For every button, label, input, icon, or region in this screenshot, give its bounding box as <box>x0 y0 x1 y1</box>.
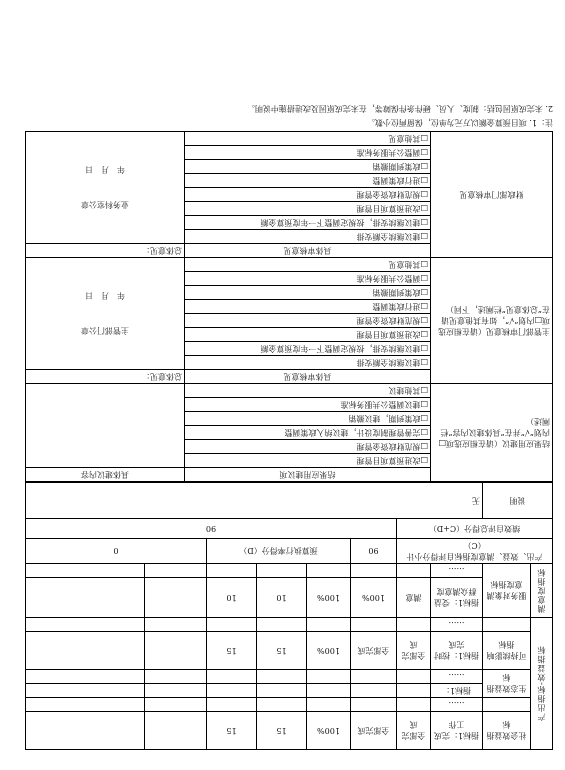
dept-review-item: □调整公共服务标准 <box>185 272 431 286</box>
review-table <box>25 131 553 482</box>
indicator-table <box>25 482 553 750</box>
subtotal-label: 产出、效益、满意度指标自评得分小计（C） <box>397 539 553 564</box>
category-cell: 社会效益指标 <box>483 712 531 750</box>
ellipsis-cell: …… <box>431 698 483 712</box>
score-cell: 15 <box>207 712 257 750</box>
indicator-row <box>26 632 553 670</box>
dept-review-item: □政策到期撤销 <box>185 286 431 300</box>
category-cell: 服务对象满意度指标 <box>483 564 531 618</box>
finance-review-item: □建议继续安排，按规定调整下一年度预算金额 <box>185 216 431 230</box>
total-row <box>26 519 553 539</box>
rate-cell: 100% <box>307 578 351 618</box>
target-cell: 全部完成 <box>397 712 431 750</box>
ellipsis-row <box>26 698 553 712</box>
dept-review-item: □建议继续全额安排 <box>185 356 431 370</box>
dept-date: 年 月 日 <box>85 291 125 301</box>
suggestion-item: □改进预算项目管理 <box>185 454 431 468</box>
weight-cell: 15 <box>257 712 307 750</box>
dept-seal: 主管部门公章 <box>81 326 129 336</box>
dept-overall-label: 总体意见： <box>26 370 185 384</box>
finance-review-header: 具体审核意见 <box>185 244 431 258</box>
explanation-label: 说明 <box>483 483 553 519</box>
suggestion-item: □规范财政资金管理 <box>185 440 431 454</box>
metric-cell: 指标1：受益群众满意度 <box>431 578 483 618</box>
evaluation-form <box>26 101 553 750</box>
metric-cell: 指标1：按时完成 <box>431 632 483 670</box>
ellipsis-cell: …… <box>431 618 483 632</box>
rate-cell: 100% <box>307 632 351 670</box>
rate-cell: 100% <box>307 712 351 750</box>
explanation-value: 无 <box>26 483 483 519</box>
finance-review-item: □其他意见 <box>185 132 431 146</box>
ellipsis-row <box>26 564 553 578</box>
category-cell: 可持续影响指标 <box>483 632 531 670</box>
dept-review-item: □其他意见 <box>185 258 431 272</box>
target-cell: 满意 <box>397 578 431 618</box>
actual-cell: 100% <box>351 578 397 618</box>
suggestion-item: □政策到期，建议撤销 <box>185 412 431 426</box>
subtotal-value: 90 <box>351 539 397 564</box>
dept-review-item: □改进预算项目管理 <box>185 328 431 342</box>
finance-seal-area <box>26 132 185 244</box>
metric-cell: 指标1：完成工作 <box>431 712 483 750</box>
finance-review-item: □改进预算项目管理 <box>185 202 431 216</box>
suggestion-items-header: 结果应用建议项 <box>185 468 431 482</box>
finance-overall-label: 总体意见： <box>26 244 185 258</box>
finance-seal: 业务科室公章 <box>81 200 129 210</box>
suggestion-content-header: 具体建议内容 <box>26 468 185 482</box>
dept-review-item: □进行政策调整 <box>185 300 431 314</box>
ellipsis-cell: …… <box>431 670 483 684</box>
finance-review-item: □建议继续全额安排 <box>185 230 431 244</box>
total-label: 绩效自评总得分（C+D） <box>397 519 553 539</box>
score-cell: 10 <box>207 578 257 618</box>
suggestion-item: □完善管理制度设计，建议纳入政策调整 <box>185 426 431 440</box>
target-cell: 全部完成 <box>397 632 431 670</box>
indicator-row <box>26 684 553 698</box>
dept-seal-area <box>26 258 185 370</box>
dept-review-header: 具体审核意见 <box>185 370 431 384</box>
budget-score-value: 0 <box>26 539 207 564</box>
footnotes <box>26 101 553 129</box>
finance-date: 年 月 日 <box>85 165 125 175</box>
category-cell: 生态效益指标 <box>483 670 531 698</box>
dept-review-item: □规范财政资金管理 <box>185 314 431 328</box>
ellipsis-cell: …… <box>431 564 483 578</box>
score-cell: 15 <box>207 632 257 670</box>
finance-review-item: □进行政策调整 <box>185 174 431 188</box>
ellipsis-row <box>26 618 553 632</box>
metric-cell: 指标1： <box>431 684 483 698</box>
footnote-2: 2. 未完成原因包括：制度、人员、硬件条件保障等，在未完成原因及改进措施中说明。 <box>246 104 553 113</box>
explanation-row <box>26 483 553 519</box>
group-label: 满意度指标 <box>531 564 553 618</box>
suggestion-item: □其他建议 <box>185 384 431 398</box>
indicator-row <box>26 712 553 750</box>
weight-cell: 15 <box>257 632 307 670</box>
suggestion-item: □建议调整公共服务标准 <box>185 398 431 412</box>
suggestion-label: 结果应用建议（请在相应选项□内划“√”并在“具体建议内容”栏阐述） <box>431 384 553 482</box>
group-label: 产出指标-效益指标 <box>531 618 553 750</box>
weight-cell: 10 <box>257 578 307 618</box>
suggestion-content <box>26 384 185 468</box>
finance-review-label: 财政部门审核意见 <box>431 132 553 258</box>
indicator-row <box>26 578 553 618</box>
budget-score-label: 预算执行率得分（D） <box>207 539 351 564</box>
finance-review-item: □规范财政资金管理 <box>185 188 431 202</box>
ellipsis-row <box>26 670 553 684</box>
finance-review-item: □政策到期撤销 <box>185 160 431 174</box>
finance-review-item: □调整公共服务标准 <box>185 146 431 160</box>
dept-review-item: □建议继续安排，按规定调整下一年度预算金额 <box>185 342 431 356</box>
total-value: 90 <box>26 519 397 539</box>
footnote-1: 注：1. 项目预算金额以万元为单位，保留两位小数。 <box>366 118 553 127</box>
actual-cell: 全部完成 <box>351 632 397 670</box>
actual-cell: 全部完成 <box>351 712 397 750</box>
dept-review-label: 主管部门审核意见（请在相应选项□内划“√”，如有其他意见请在“总体意见”栏阐述，下同） <box>431 258 553 384</box>
subtotal-row <box>26 539 553 564</box>
